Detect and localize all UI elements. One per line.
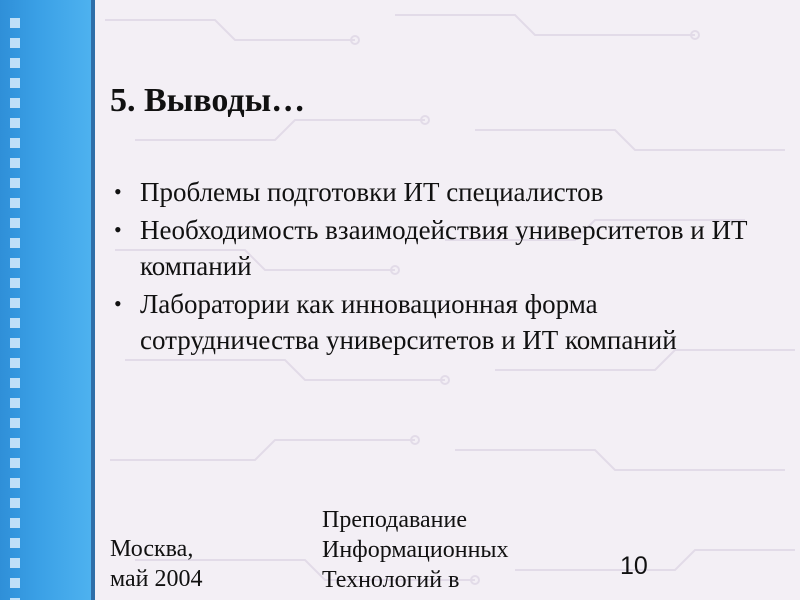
bullet-item <box>112 212 752 284</box>
bullet-text: Необходимость взаимодействия университетов и ИТ компаний <box>140 215 748 281</box>
bullet-dot: • <box>114 179 122 204</box>
bullet-text: Лаборатории как инновационная форма сотрудничества университетов и ИТ компаний <box>140 289 677 355</box>
decorative-squares <box>6 18 24 600</box>
footer-title-line1: Преподавание <box>322 507 468 533</box>
footer-location-line1: Москва, <box>110 536 194 562</box>
bullet-item <box>112 174 752 210</box>
footer-title <box>322 505 509 595</box>
left-decorative-strip <box>0 0 95 600</box>
bullet-dot: • <box>114 217 122 242</box>
bullet-list <box>112 174 752 360</box>
footer-title-line3: Технологий в <box>322 567 460 593</box>
bullet-text: Проблемы подготовки ИТ специалистов <box>140 177 604 207</box>
slide-title: 5. Выводы… <box>110 82 306 119</box>
page-number: 10 <box>620 552 648 580</box>
footer-location-line2: май 2004 <box>110 566 203 592</box>
bullet-item <box>112 286 752 358</box>
footer-location <box>110 534 203 594</box>
bullet-dot: • <box>114 291 122 316</box>
footer-title-line2: Информационных <box>322 537 509 563</box>
